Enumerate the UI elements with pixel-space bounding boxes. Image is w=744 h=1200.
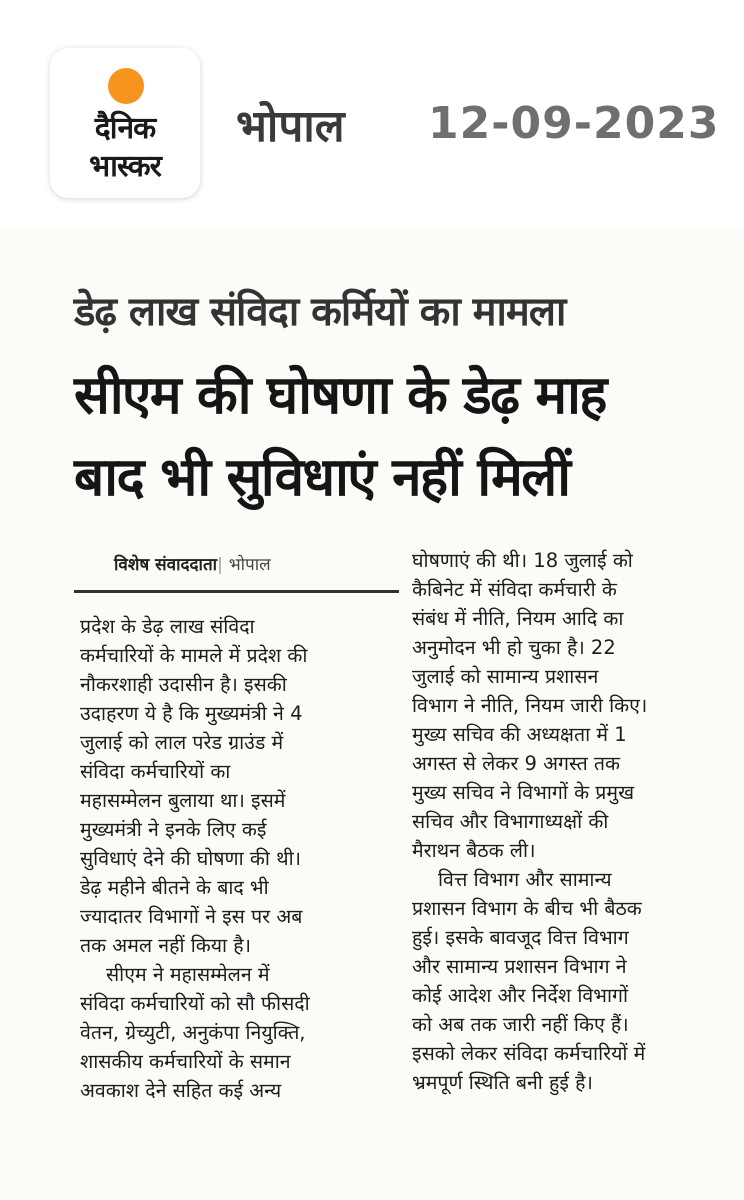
body-line: मैराथन बैठक ली। <box>412 839 536 862</box>
body-line: जुलाई को लाल परेड ग्राउंड में <box>80 731 284 754</box>
body-line: संविदा कर्मचारियों को सौ फीसदी <box>80 992 310 1015</box>
article-column-right <box>412 546 726 1097</box>
byline-rule <box>74 590 399 593</box>
header <box>0 0 744 230</box>
body-line: विभाग ने नीति, नियम जारी किए। <box>412 694 648 717</box>
body-line: मुख्य सचिव ने विभागों के प्रमुख <box>412 781 635 804</box>
body-line: उदाहरण ये है कि मुख्यमंत्री ने 4 <box>80 702 303 725</box>
body-line: और सामान्य प्रशासन विभाग ने <box>412 955 627 978</box>
body-line: मुख्यमंत्री ने इनके लिए कई <box>80 818 267 841</box>
body-line: संबंध में नीति, नियम आदि का <box>412 607 624 630</box>
logo-text-line2: भास्कर <box>89 149 161 184</box>
byline-city: भोपाल <box>228 555 271 575</box>
body-line: वित्त विभाग और सामान्य <box>438 868 612 891</box>
body-line: हुई। इसके बावजूद वित्त विभाग <box>412 926 629 949</box>
body-line: नौकरशाही उदासीन है। इसकी <box>80 673 287 696</box>
body-line: अगस्त से लेकर 9 अगस्त तक <box>412 752 620 775</box>
body-line: कोई आदेश और निर्देश विभागों <box>412 984 629 1007</box>
headline-line-2: बाद भी सुविधाएं नहीं मिलीं <box>74 447 570 508</box>
dainik-bhaskar-logo <box>50 48 200 198</box>
logo-text-line1: दैनिक <box>94 111 156 146</box>
edition-city: भोपाल <box>236 101 345 152</box>
body-line: सुविधाएं देने की घोषणा की थी। <box>80 847 302 870</box>
body-line: प्रशासन विभाग के बीच भी बैठक <box>412 897 642 920</box>
body-line: सीएम ने महासम्मेलन में <box>106 963 270 986</box>
body-line: ज्यादातर विभागों ने इस पर अब <box>80 905 303 928</box>
body-line: डेढ़ महीने बीतने के बाद भी <box>80 876 269 899</box>
body-line: इसको लेकर संविदा कर्मचारियों में <box>412 1042 646 1065</box>
body-line: मुख्य सचिव की अध्यक्षता में 1 <box>412 723 627 746</box>
body-line: तक अमल नहीं किया है। <box>80 934 252 957</box>
edition-date: 12-09-2023 <box>428 98 720 149</box>
body-line: सचिव और विभागाध्यक्षों की <box>412 810 609 833</box>
article-column-left <box>80 612 400 1105</box>
body-line: अवकाश देने सहित कई अन्य <box>80 1079 282 1102</box>
body-line: वेतन, ग्रेच्युटी, अनुकंपा नियुक्ति, <box>80 1021 306 1044</box>
logo-sun-icon <box>108 68 144 104</box>
body-line: भ्रमपूर्ण स्थिति बनी हुई है। <box>412 1071 593 1094</box>
body-line: शासकीय कर्मचारियों के समान <box>80 1050 291 1073</box>
body-line: प्रदेश के डेढ़ लाख संविदा <box>80 615 255 638</box>
article-kicker: डेढ़ लाख संविदा कर्मियों का मामला <box>74 289 566 335</box>
body-line: संविदा कर्मचारियों का <box>80 760 231 783</box>
byline-author: विशेष संवाददाता <box>114 555 218 575</box>
headline-line-1: सीएम की घोषणा के डेढ़ माह <box>74 365 606 426</box>
body-line: अनुमोदन भी हो चुका है। 22 <box>412 636 616 659</box>
body-line: को अब तक जारी नहीं किए हैं। <box>412 1013 629 1036</box>
byline <box>114 552 414 575</box>
body-line: कैबिनेट में संविदा कर्मचारी के <box>412 578 617 601</box>
body-line: महासम्मेलन बुलाया था। इसमें <box>80 789 286 812</box>
body-line: कर्मचारियों के मामले में प्रदेश की <box>80 644 308 667</box>
body-line: जुलाई को सामान्य प्रशासन <box>412 665 599 688</box>
byline-separator: | <box>217 555 223 575</box>
body-line: घोषणाएं की थी। 18 जुलाई को <box>412 549 633 572</box>
newspaper-clipping <box>0 230 744 1200</box>
